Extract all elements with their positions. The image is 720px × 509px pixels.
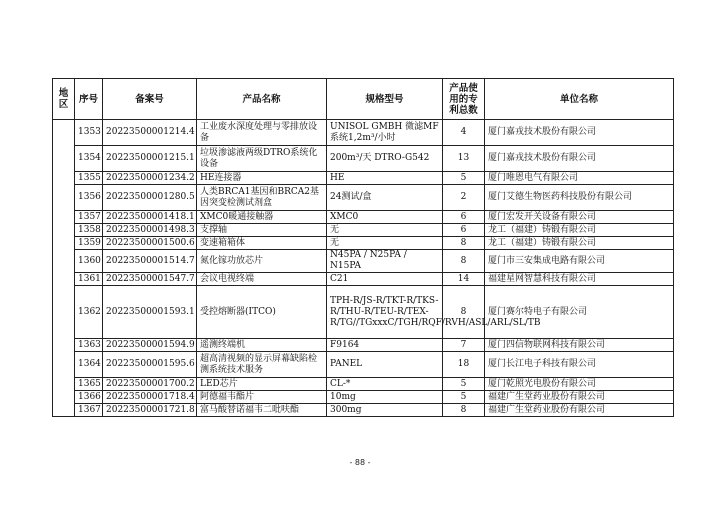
seq-cell: 1355 <box>75 172 103 185</box>
header-record-no: 备案号 <box>103 79 197 120</box>
table-header-row <box>53 79 674 120</box>
record-no-cell: 20223500001418.1 <box>103 211 197 224</box>
record-no-cell: 20223500001514.7 <box>103 250 197 273</box>
record-no-cell: 20223500001498.3 <box>103 224 197 237</box>
region-cell <box>53 120 75 417</box>
seq-cell: 1359 <box>75 237 103 250</box>
spec-cell: 300mg <box>327 404 443 417</box>
company-cell: 厦门市三安集成电路有限公司 <box>485 250 674 273</box>
table-row <box>53 273 674 286</box>
table-row <box>53 404 674 417</box>
table-row <box>53 211 674 224</box>
header-company: 单位名称 <box>485 79 674 120</box>
spec-cell: N45PA / N25PA / N15PA <box>327 250 443 273</box>
patent-count-cell: 18 <box>443 352 485 378</box>
product-name-cell: 遥测终端机 <box>197 339 327 352</box>
patent-count-cell: 13 <box>443 146 485 172</box>
company-cell: 厦门艾德生物医药科技股份有限公司 <box>485 185 674 211</box>
company-cell: 厦门长江电子科技有限公司 <box>485 352 674 378</box>
record-no-cell: 20223500001721.8 <box>103 404 197 417</box>
table-row <box>53 237 674 250</box>
header-patents: 产品使用的专利总数 <box>443 79 485 120</box>
table-row <box>53 378 674 391</box>
table-row <box>53 352 674 378</box>
company-cell: 厦门宏发开关设备有限公司 <box>485 211 674 224</box>
product-name-cell: 阿德福韦酯片 <box>197 391 327 404</box>
patent-count-cell: 8 <box>443 250 485 273</box>
record-no-cell: 20223500001700.2 <box>103 378 197 391</box>
spec-cell: C21 <box>327 273 443 286</box>
company-cell: 厦门赛尔特电子有限公司 <box>485 286 674 339</box>
company-cell: 厦门四信物联网科技有限公司 <box>485 339 674 352</box>
seq-cell: 1367 <box>75 404 103 417</box>
record-no-cell: 20223500001234.2 <box>103 172 197 185</box>
table-row <box>53 391 674 404</box>
patent-count-cell: 6 <box>443 211 485 224</box>
spec-cell: 200m³/天 DTRO-G542 <box>327 146 443 172</box>
seq-cell: 1363 <box>75 339 103 352</box>
record-no-cell: 20223500001594.9 <box>103 339 197 352</box>
product-name-cell: 人类BRCA1基因和BRCA2基因突变检测试剂盒 <box>197 185 327 211</box>
table-row <box>53 286 674 339</box>
seq-cell: 1362 <box>75 286 103 339</box>
table-row <box>53 172 674 185</box>
patent-product-table <box>52 78 674 417</box>
table-row <box>53 120 674 146</box>
seq-cell: 1353 <box>75 120 103 146</box>
company-cell: 厦门嘉戎技术股份有限公司 <box>485 146 674 172</box>
patent-count-cell: 5 <box>443 391 485 404</box>
patent-count-cell: 6 <box>443 224 485 237</box>
seq-cell: 1365 <box>75 378 103 391</box>
spec-cell: 24测试/盒 <box>327 185 443 211</box>
page-number: - 88 - <box>349 458 371 467</box>
record-no-cell: 20223500001214.4 <box>103 120 197 146</box>
patent-count-cell: 7 <box>443 339 485 352</box>
company-cell: 龙工（福建）铸锻有限公司 <box>485 237 674 250</box>
spec-cell: CL-* <box>327 378 443 391</box>
spec-cell: 10mg <box>327 391 443 404</box>
patent-count-cell: 8 <box>443 404 485 417</box>
table-row <box>53 339 674 352</box>
product-name-cell: 工业废水深度处理与零排放设备 <box>197 120 327 146</box>
spec-cell: 无 <box>327 237 443 250</box>
header-seq: 序号 <box>75 79 103 120</box>
patent-count-cell: 2 <box>443 185 485 211</box>
record-no-cell: 20223500001280.5 <box>103 185 197 211</box>
seq-cell: 1354 <box>75 146 103 172</box>
table-row <box>53 146 674 172</box>
company-cell: 福建星网智慧科技有限公司 <box>485 273 674 286</box>
seq-cell: 1360 <box>75 250 103 273</box>
product-name-cell: 会议电视终端 <box>197 273 327 286</box>
patent-count-cell: 8 <box>443 237 485 250</box>
patent-count-cell: 5 <box>443 172 485 185</box>
table-row <box>53 185 674 211</box>
seq-cell: 1364 <box>75 352 103 378</box>
product-name-cell: LED芯片 <box>197 378 327 391</box>
spec-cell: PANEL <box>327 352 443 378</box>
product-name-cell: 富马酸替诺福韦二吡呋酯 <box>197 404 327 417</box>
header-product: 产品名称 <box>197 79 327 120</box>
seq-cell: 1366 <box>75 391 103 404</box>
patent-count-cell: 14 <box>443 273 485 286</box>
company-cell: 龙工（福建）铸锻有限公司 <box>485 224 674 237</box>
record-no-cell: 20223500001547.7 <box>103 273 197 286</box>
company-cell: 福建广生堂药业股份有限公司 <box>485 391 674 404</box>
product-name-cell: 支撑轴 <box>197 224 327 237</box>
patent-count-cell: 8 <box>443 286 485 339</box>
header-region: 地区 <box>53 79 75 120</box>
record-no-cell: 20223500001593.1 <box>103 286 197 339</box>
record-no-cell: 20223500001595.6 <box>103 352 197 378</box>
seq-cell: 1357 <box>75 211 103 224</box>
patent-count-cell: 5 <box>443 378 485 391</box>
seq-cell: 1356 <box>75 185 103 211</box>
seq-cell: 1358 <box>75 224 103 237</box>
spec-cell: XMC0 <box>327 211 443 224</box>
record-no-cell: 20223500001215.1 <box>103 146 197 172</box>
company-cell: 厦门唯恩电气有限公司 <box>485 172 674 185</box>
company-cell: 厦门嘉戎技术股份有限公司 <box>485 120 674 146</box>
record-no-cell: 20223500001718.4 <box>103 391 197 404</box>
company-cell: 福建广生堂药业股份有限公司 <box>485 404 674 417</box>
record-no-cell: 20223500001500.6 <box>103 237 197 250</box>
product-name-cell: 超高清视频的显示屏幕缺陷检测系统技术服务 <box>197 352 327 378</box>
seq-cell: 1361 <box>75 273 103 286</box>
header-spec: 规格型号 <box>327 79 443 120</box>
spec-cell: 无 <box>327 224 443 237</box>
product-name-cell: HE连接器 <box>197 172 327 185</box>
product-name-cell: 氮化镓功放芯片 <box>197 250 327 273</box>
table-row <box>53 250 674 273</box>
company-cell: 厦门乾照光电股份有限公司 <box>485 378 674 391</box>
product-name-cell: 变速箱箱体 <box>197 237 327 250</box>
spec-cell: HE <box>327 172 443 185</box>
spec-cell: TPH-R/JS-R/TKT-R/TKS-R/THU-R/TEU-R/TEX-R/TG//TGxxxC/TGH/RQF/RVH/ASL/ARL/SL/TB <box>327 286 443 339</box>
spec-cell: F9164 <box>327 339 443 352</box>
table-row <box>53 224 674 237</box>
product-name-cell: 受控熔断器(ITCO) <box>197 286 327 339</box>
patent-count-cell: 4 <box>443 120 485 146</box>
spec-cell: UNISOL GMBH 微滤MF系统1,2m³/小时 <box>327 120 443 146</box>
product-name-cell: XMC0暖通接触器 <box>197 211 327 224</box>
product-name-cell: 垃圾渗滤液两级DTRO系统化设备 <box>197 146 327 172</box>
